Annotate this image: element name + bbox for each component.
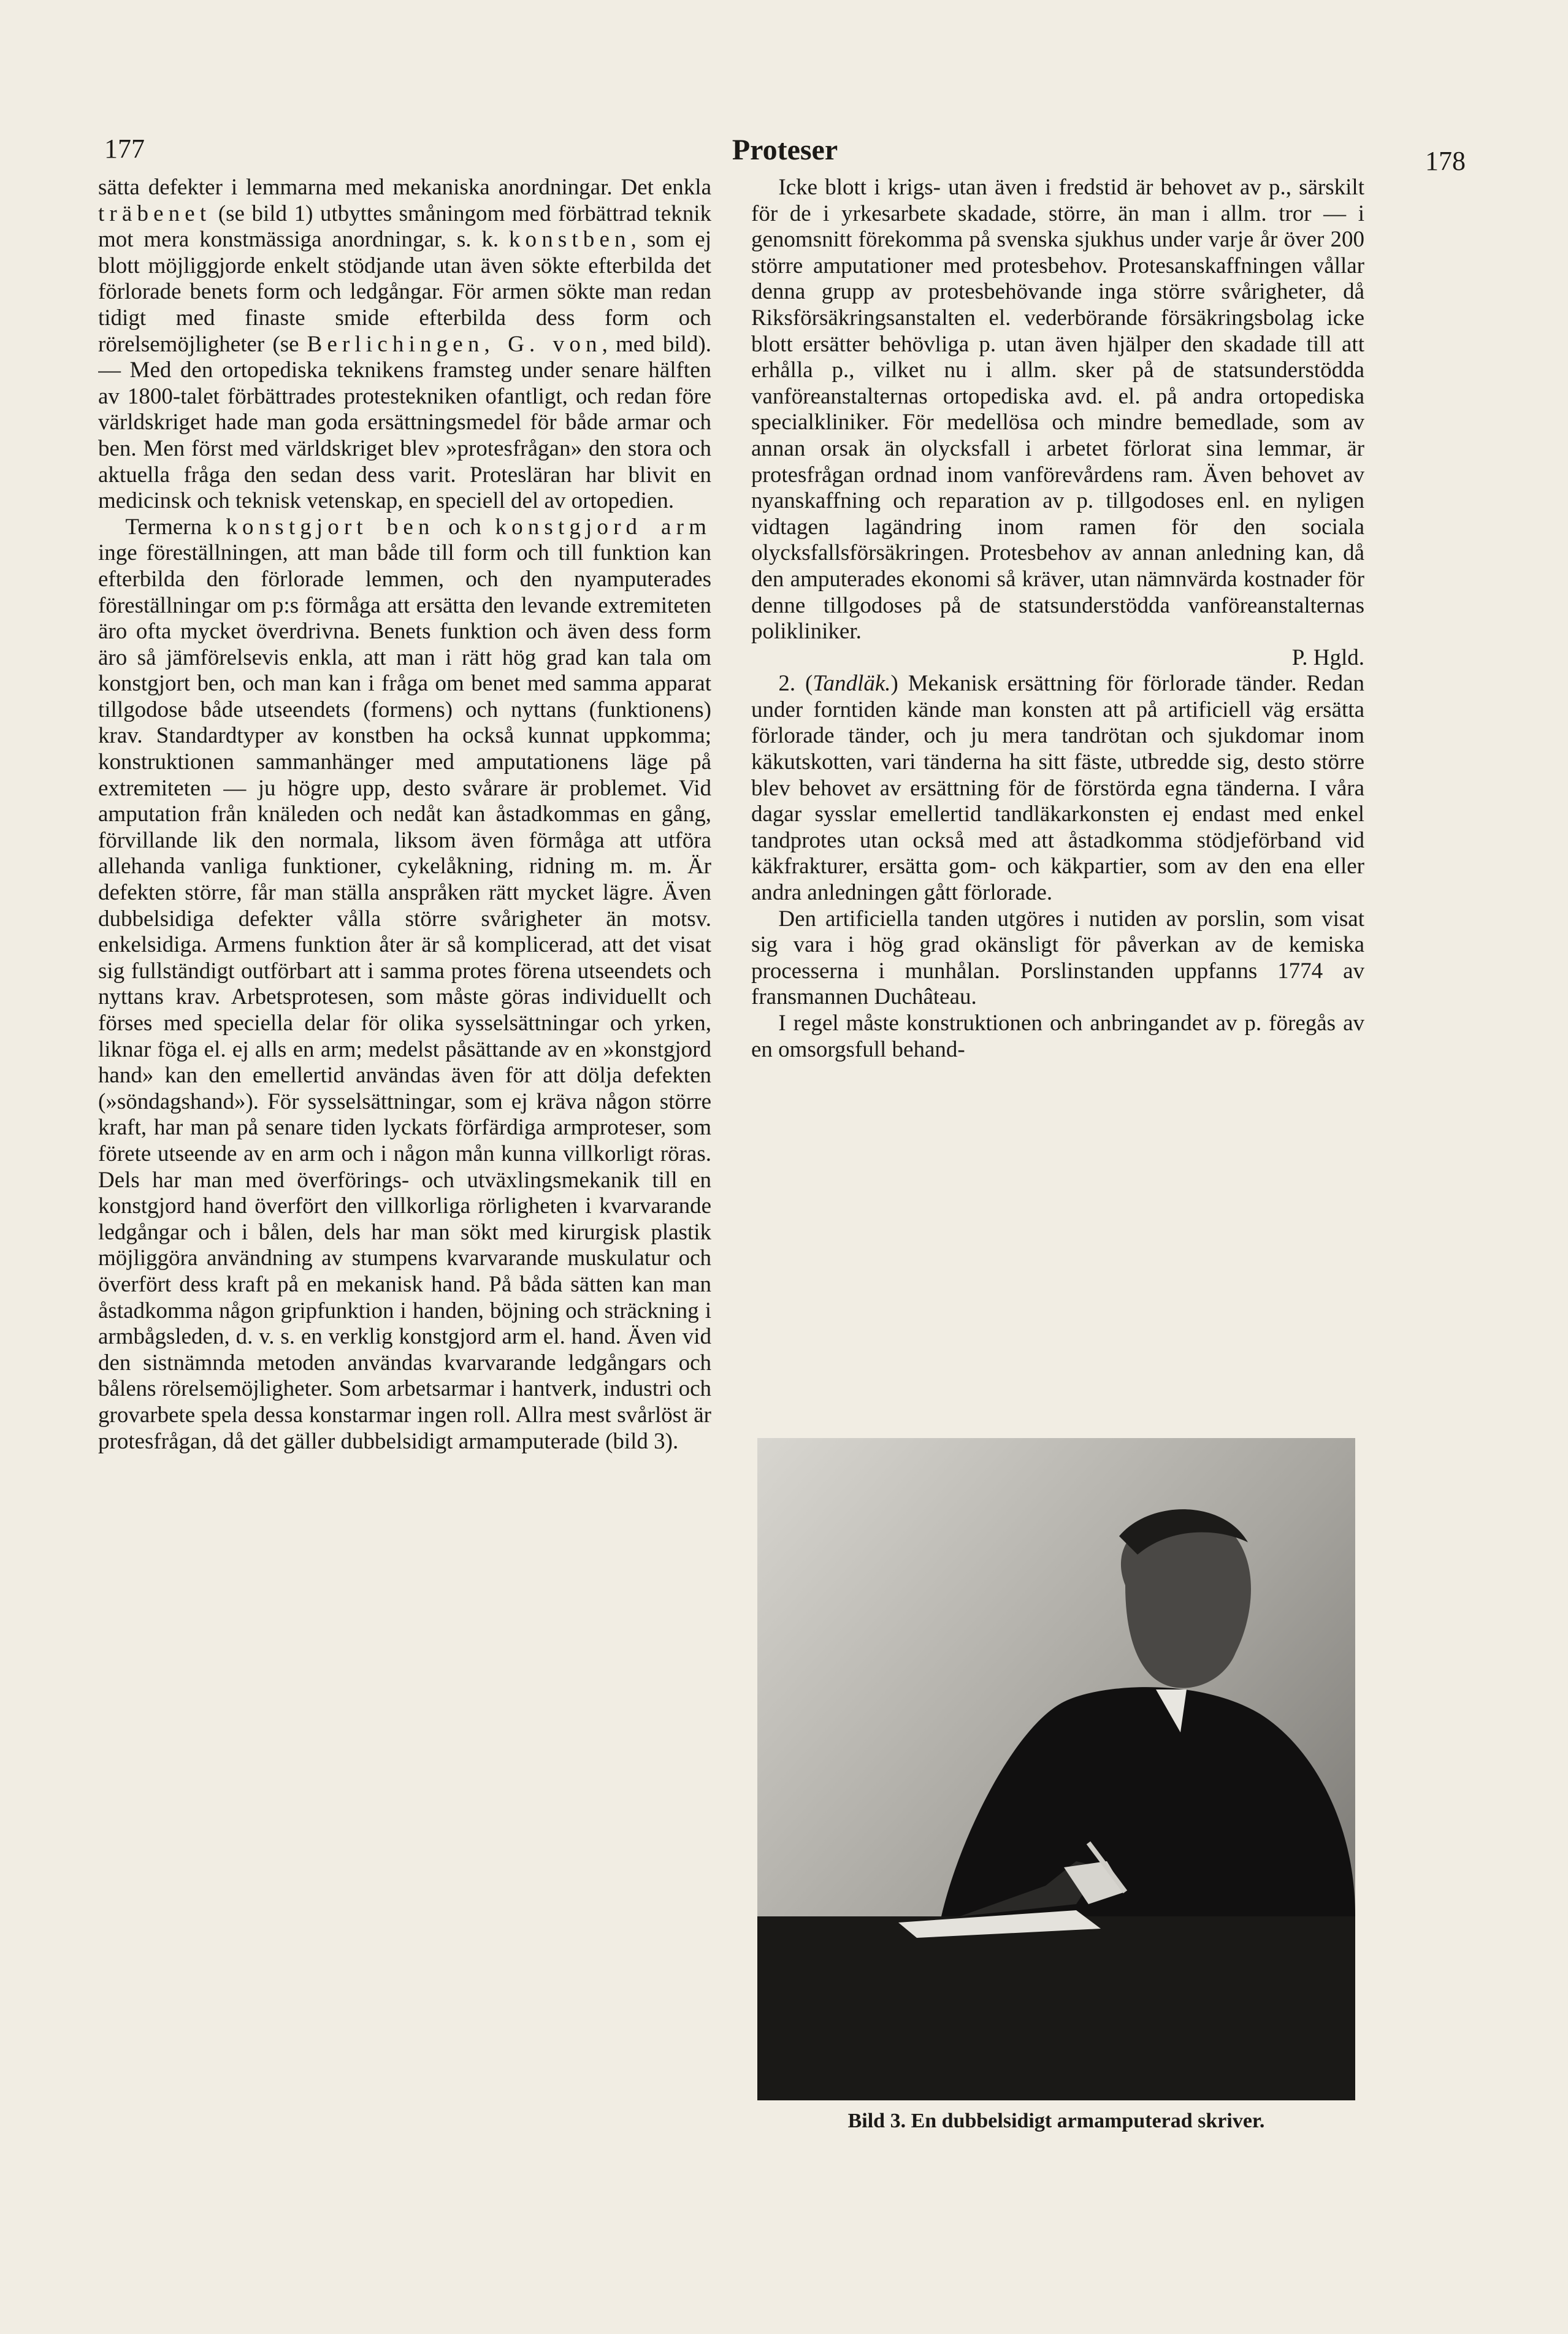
page-header [98,126,1472,176]
paragraph [98,175,711,515]
paragraph [98,515,711,1455]
text-run: sätta defekter i lemmarna med mekaniska anordningar. Det enkla [98,175,711,200]
spaced-term: konstben [508,227,631,253]
italic-term: Tandläk. [813,671,891,697]
photo-figure [757,1438,1355,2100]
left-column [98,175,711,2125]
paragraph [751,671,1364,906]
author-signature: P. Hgld. [1291,645,1364,670]
paragraph: I regel måste konstruktionen och anbringandet av p. föregås av en omsorgsfull behand- [751,1011,1364,1062]
text-run: , med bild). — Med den ortopediska teknikens framsteg under senare hälften av 1800-talet förbättrades protestekniken ofantligt, och redan före världskriget hade man goda ersättningsmedel för både armar och ben. Men först med världskriget blev »protesfrågan» den stora och aktuella fråga den sedan dess varit. Protesläran har blivit en medicinsk och teknisk vetenskap, en speciell del av ortopedien. [98,331,711,514]
page-number-right: 178 [1425,146,1466,176]
spaced-term: Berlichingen, G. von [307,331,602,357]
spaced-term: konstgjort ben [226,514,435,540]
figure-caption: Bild 3. En dubbelsidigt armamputerad skriver. [847,2110,1265,2132]
page-number-left: 177 [104,134,145,164]
text-run: ) Mekanisk ersättning för förlorade tänder. Redan under forntiden kände man konsten att på artificiell väg ersätta förlorade tänder, och ju mera tandrötan och sjukdomar inom käkutskotten, vari tänderna ha sitt fäste, utbredde sig, desto större blev behovet av ersättning för de förstörda egna tänderna. I våra dagar sysslar emellertid tandläkarkonsten ej endast med enkel tandprotes utan också med att åstadkomma stödjeförband vid käkfrakturer, ersätta gom- och käkpartier, som av den ena eller andra anledningen gått förlorade. [751,671,1364,906]
paragraph: Icke blott i krigs- utan även i fredstid är behovet av p., särskilt för de i yrkesarbete skadade, större, än man i allm. tror — i genomsnitt förekomma på svenska sjukhus under varje år över 200 större amputationer med protesbehov. Protesanskaffningen vållar denna grupp av protesbehövande inga större svårigheter, då Riksförsäkringsanstalten el. vederbörande försäkringsbolag icke blott ersätter behövliga p. utan även hjälper den skadade till att erhålla p., vilket nu i allm. sker på de statsunderstödda vanföreanstalternas ortopediska avd. el. på andra ortopediska specialkliniker. För medellösa och mindre bemedlade, som av annan orsak än olycksfall i arbetet förlorat sina lemmar, är protesfrågan ordnad inom vanförevårdens ram. Även behovet av nyanskaffning och reparation av p. tillgodoses enl. en nyligen vidtagen lagändring inom ramen för den sociala olycksfallsförsäkringen. Protesbehov av annan anledning kan, då den amputerades ekonomi så kräver, utan nämnvärda kostnader för denne tillgodoses på de statsunderstödda vanföreanstalternas polikliniker. [751,175,1364,645]
right-column [751,175,1364,1401]
spaced-term: träbenet [98,201,212,226]
text-run: och [434,514,495,540]
text-run: Termerna [125,514,226,540]
text-run: (se bild 1) utbyttes småningom med förbättrad teknik mot mera konstmässiga anordningar, s. k. [98,201,711,253]
spaced-term: konstgjord arm [495,514,711,540]
paragraph: Den artificiella tanden utgöres i nutiden av porslin, som visat sig vara i hög grad okänsligt för påverkan av de kemiska processerna i munhålan. Porslinstanden uppfanns 1774 av fransmannen Duchâteau. [751,906,1364,1010]
text-run: inge föreställningen, att man både till form och till funktion kan efterbilda den förlorade lemmen, och den nyamputerades föreställningar om p:s förmåga att ersätta den levande extremiteten äro ofta mycket överdrivna. Benets funktion och även dess form äro så jämförelsevis enkla, att man i rätt hög grad kan tala om konstgjort ben, och man kan i fråga om benet med samma apparat tillgodose både utseendets (formens) och nyttans (funktionens) krav. Standardtyper av konstben ha också kunnat uppkomma; konstruktionen sammanhänger med amputationens läge på extremiteten — ju högre upp, desto svårare är problemet. Vid amputation från knäleden och nedåt kan åstadkommas en gång, förvillande lik den normala, liksom även förmåga att utföra allehanda vanliga funktioner, cykelåkning, ridning m. m. Är defekten större, får man ställa anspråken rätt mycket lägre. Även dubbelsidiga defekter vålla större svårigheter än motsv. enkelsidiga. Armens funktion åter är så komplicerad, att det visat sig fullständigt outförbart att i samma protes förena utseendets och nyttans krav. Arbetsprotesen, som måste göras individuellt och förses med speciella delar för olika sysselsättningar och yrken, liknar föga el. ej alls en arm; medelst påsättande av en »konstgjord hand» kan den emellertid användas även för att dölja defekten (»söndagshand»). För sysselsättningar, som ej kräva någon större kraft, har man på senare tiden lyckats förfärdiga armproteser, som förete utseende av en arm och i någon mån kunna villkorligt röras. Dels har man med överförings- och utväxlingsmekanik till en konstgjord hand överfört den villkorliga rörligheten i kvarvarande ledgångar och i bålen, dels har man sökt med kirurgisk plastik möjliggöra användning av stumpens kvarvarande muskulatur och överfört dess kraft på en mekanisk hand. På båda sätten kan man åstadkomma någon gripfunktion i handen, böjning och sträckning i armbågsleden, d. v. s. en verklig konstgjord arm el. hand. Även vid den sistnämnda metoden användas kvarvarande ledgångars och bålens rörelsemöjligheter. Som arbetsarmar i hantverk, industri och grovarbete spela dessa konstarmar ingen roll. Allra mest svårlöst är protesfrågan, då det gäller dubbelsidigt armamputerade (bild 3). [98,540,711,1454]
running-title: Proteser [732,134,838,166]
text-run: , som ej blott möjliggjorde enkelt stödjande utan även sökte efterbilda det förlorade benets form och ledgångar. För armen sökte man redan tidigt med finaste smide efterbilda dess form och rörelsemöjligheter (se [98,227,711,357]
photo-illustration [757,1438,1355,2100]
text-run: 2. ( [778,671,813,697]
